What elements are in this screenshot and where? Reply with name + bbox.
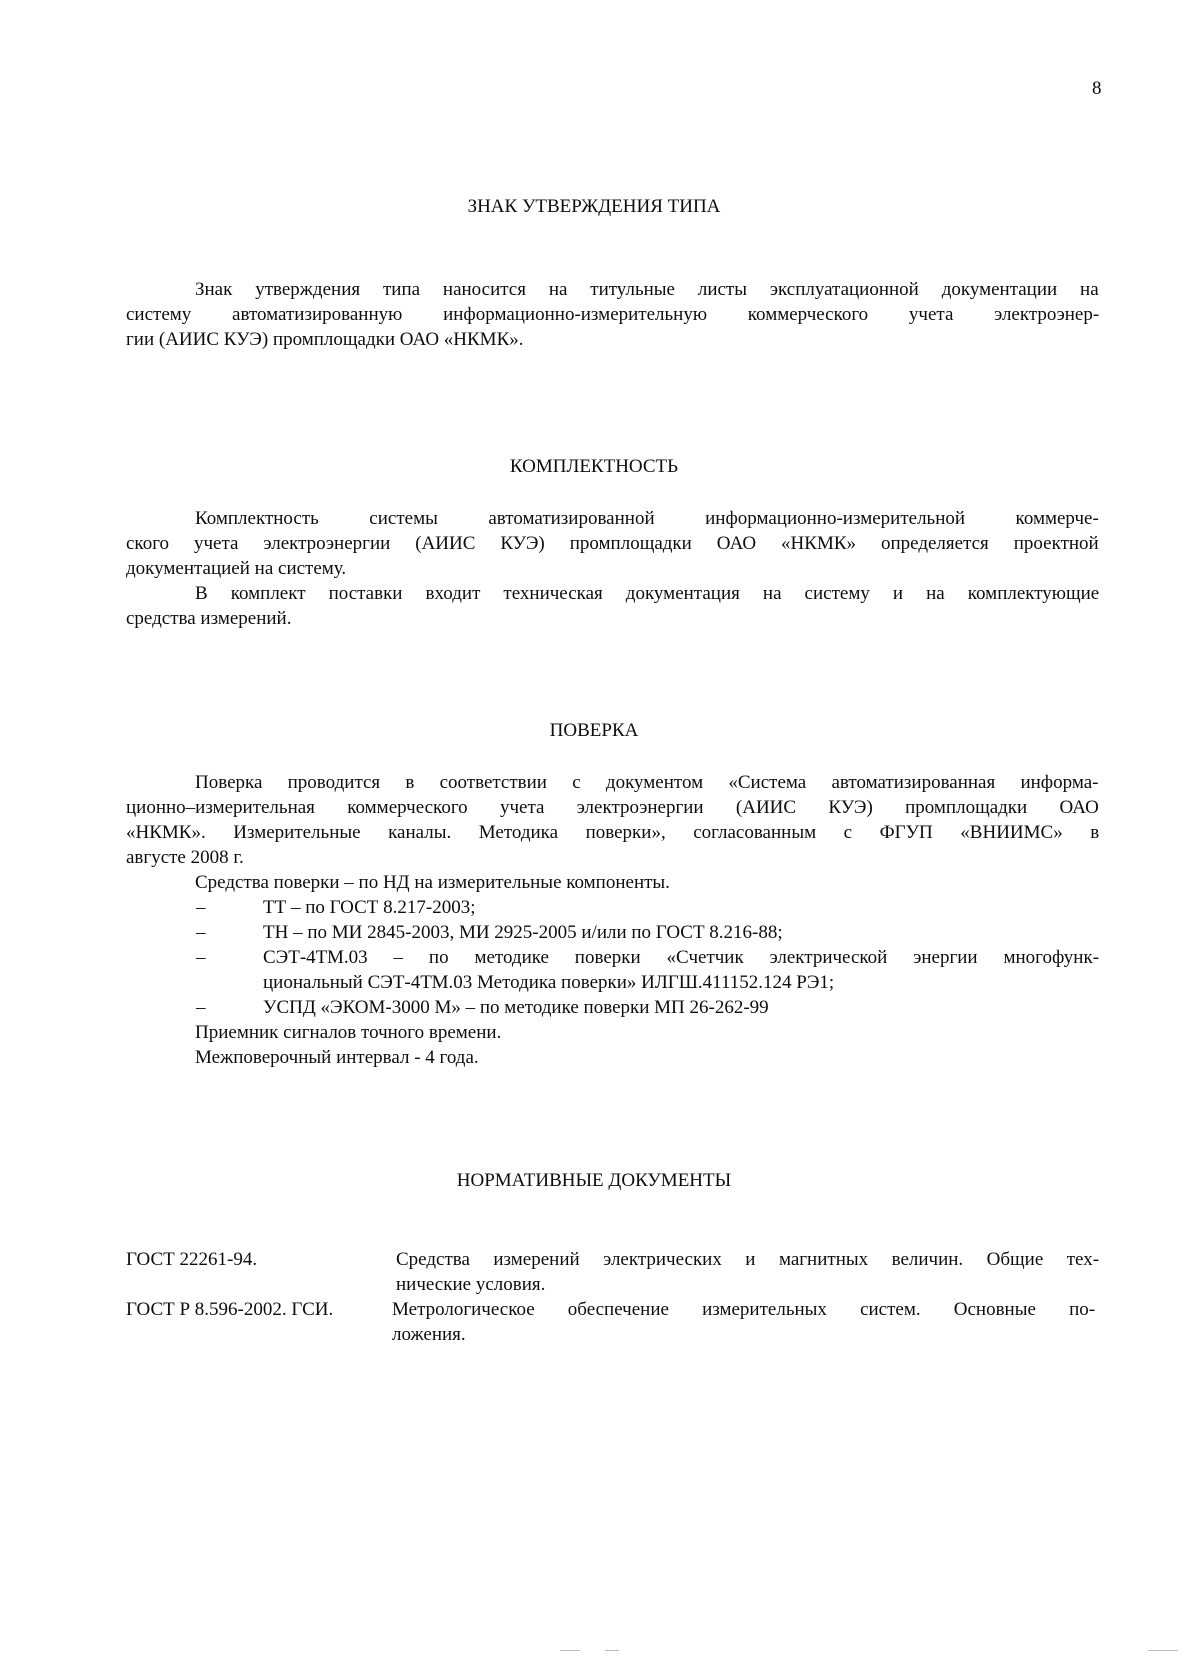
- document-title: [396, 1247, 1099, 1297]
- text-line: средства измерений.: [126, 608, 292, 629]
- text-line: Средства поверки – по НД на измерительные компоненты.: [195, 872, 670, 893]
- paragraph-completeness-2: [126, 581, 1099, 631]
- text-line: СЭТ-4ТМ.03 – по методике поверки «Счетчик электрической энергии многофунк-: [263, 947, 1100, 968]
- dash-bullet-icon: –: [196, 897, 206, 918]
- text-line: циональный СЭТ-4ТМ.03 Методика поверки» ИЛГШ.411152.124 РЭ1;: [263, 972, 835, 993]
- scan-artifact: [560, 1650, 580, 1651]
- text-line: августе 2008 г.: [126, 847, 244, 868]
- paragraph-completeness-1: [126, 506, 1099, 581]
- text-line: систему автоматизированную информационно-измерительную коммерческого учета электроэнер-: [126, 304, 1100, 325]
- receiver-line: [126, 1020, 1099, 1045]
- text-line: ционно–измерительная коммерческого учета электроэнергии (АИИС КУЭ) промплощадки ОАО: [126, 797, 1099, 818]
- dash-bullet-icon: –: [196, 997, 206, 1018]
- heading-type-approval: ЗНАК УТВЕРЖДЕНИЯ ТИПА: [467, 196, 721, 217]
- heading-completeness: КОМПЛЕКТНОСТЬ: [509, 456, 679, 477]
- text-line: документацией на систему.: [126, 558, 347, 579]
- interval-line: [126, 1045, 1099, 1070]
- heading-verification: ПОВЕРКА: [549, 720, 639, 741]
- text-line: Комплектность системы автоматизированной информационно-измерительной коммерче-: [195, 508, 1099, 529]
- text-line: ложения.: [392, 1324, 466, 1345]
- paragraph-type-approval: [126, 277, 1099, 352]
- heading-normative-documents: НОРМАТИВНЫЕ ДОКУМЕНТЫ: [456, 1170, 732, 1191]
- text-line: Поверка проводится в соответствии с документом «Система автоматизированная информа-: [195, 772, 1099, 793]
- page-number: 8: [1092, 78, 1102, 99]
- text-line: гии (АИИС КУЭ) промплощадки ОАО «НКМК».: [126, 329, 524, 350]
- text-line: Средства измерений электрических и магнитных величин. Общие тех-: [396, 1249, 1100, 1270]
- text-line: ТТ – по ГОСТ 8.217-2003;: [263, 897, 476, 918]
- verification-means-intro: [126, 870, 1099, 895]
- document-code: ГОСТ Р 8.596-2002. ГСИ.: [126, 1299, 334, 1320]
- text-line: «НКМК». Измерительные каналы. Методика поверки», согласованным с ФГУП «ВНИИМС» в: [126, 822, 1100, 843]
- document-title: [392, 1297, 1095, 1347]
- text-line: В комплект поставки входит техническая документация на систему и на комплектующие: [195, 583, 1100, 604]
- text-line: ского учета электроэнергии (АИИС КУЭ) промплощадки ОАО «НКМК» определяется проектной: [126, 533, 1099, 554]
- text-line: УСПД «ЭКОМ-3000 М» – по методике поверки МП 26-262-99: [263, 997, 769, 1018]
- text-line: Межповерочный интервал - 4 года.: [195, 1047, 479, 1068]
- text-line: нические условия.: [396, 1274, 546, 1295]
- paragraph-verification: [126, 770, 1099, 870]
- text-line: Метрологическое обеспечение измерительных систем. Основные по-: [392, 1299, 1096, 1320]
- scan-artifact: [1148, 1650, 1178, 1651]
- dash-bullet-icon: –: [196, 947, 206, 968]
- document-code: ГОСТ 22261-94.: [126, 1249, 258, 1270]
- scan-artifact: [605, 1650, 619, 1651]
- text-line: Приемник сигналов точного времени.: [195, 1022, 502, 1043]
- text-line: Знак утверждения типа наносится на титульные листы эксплуатационной документации на: [195, 279, 1099, 300]
- dash-bullet-icon: –: [196, 922, 206, 943]
- text-line: ТН – по МИ 2845-2003, МИ 2925-2005 и/или по ГОСТ 8.216-88;: [263, 922, 783, 943]
